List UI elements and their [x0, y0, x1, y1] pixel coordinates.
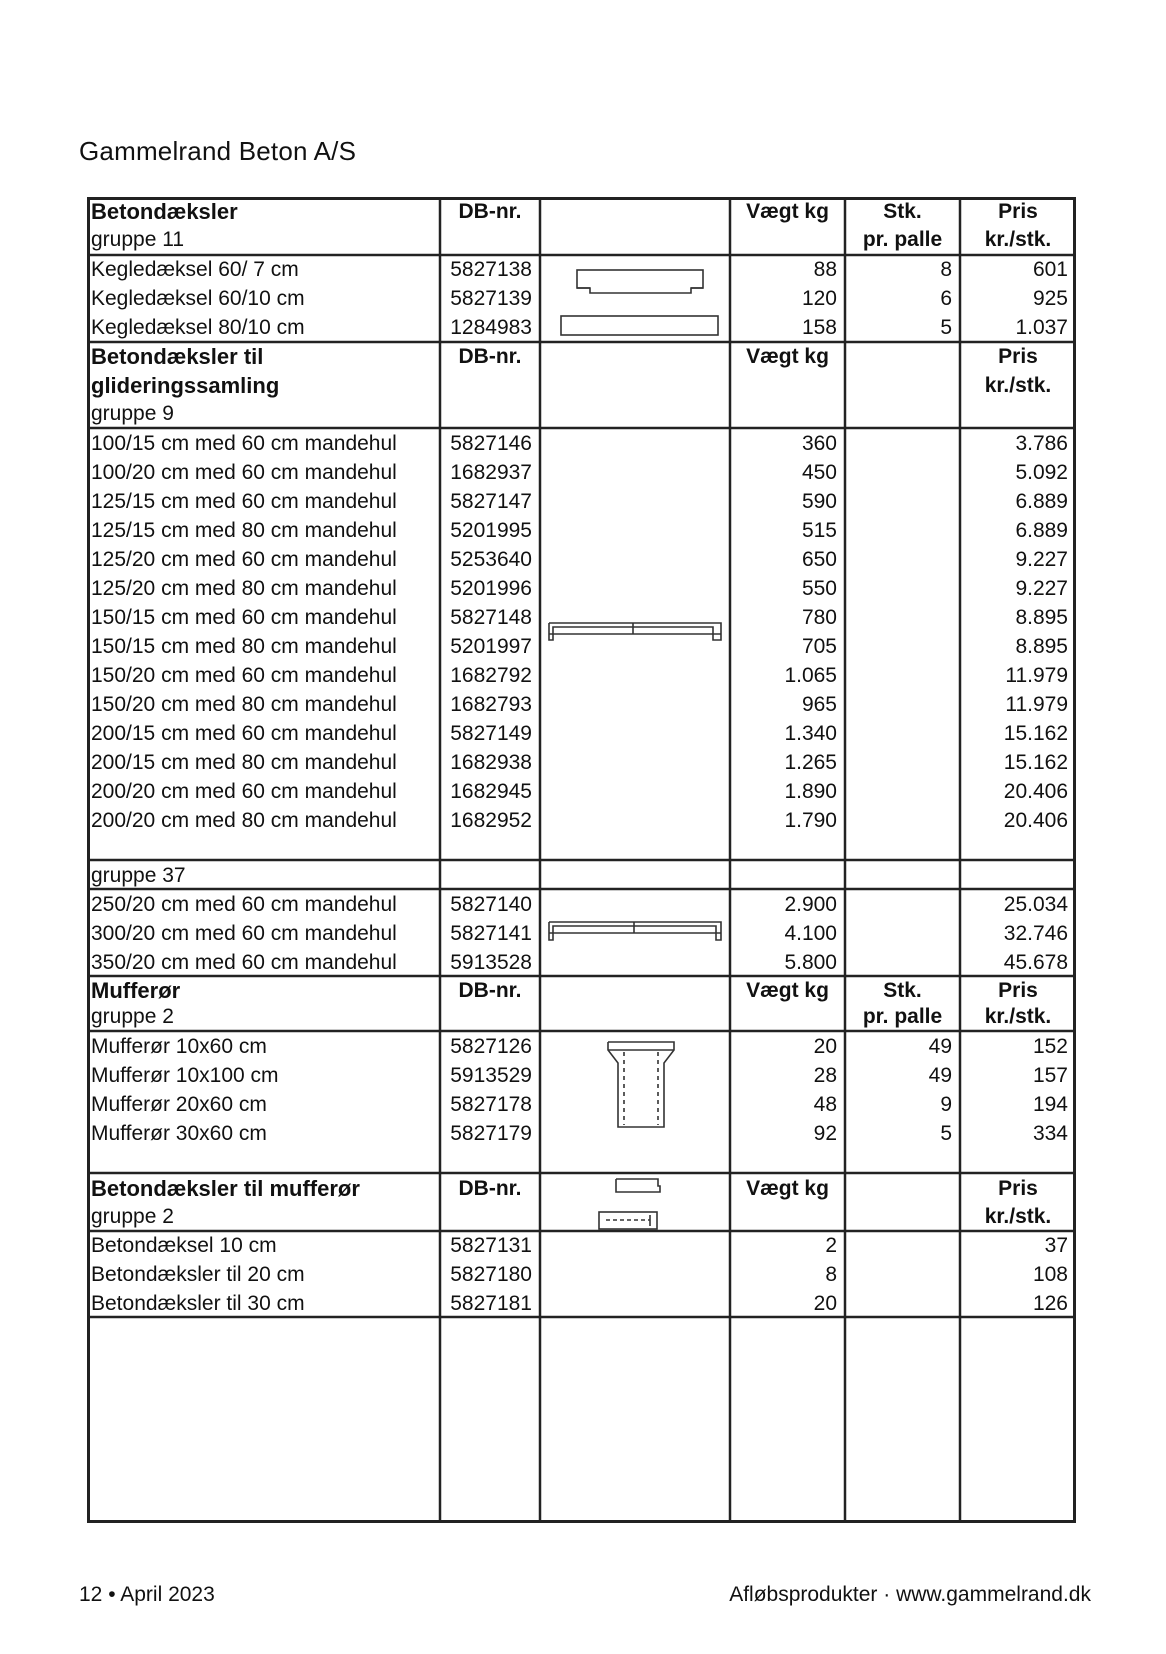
socket-pipe-drawing — [608, 1042, 674, 1127]
product-name: Kegledæksel 80/10 cm — [91, 316, 305, 339]
section-group: gruppe 9 — [91, 402, 174, 425]
header-vaegt: Vægt kg — [746, 1177, 829, 1200]
price: 15.162 — [1003, 722, 1068, 745]
cover-20-30-drawing — [599, 1212, 657, 1229]
price: 6.889 — [1015, 490, 1068, 513]
product-name: 125/15 cm med 80 cm mandehul — [91, 519, 397, 542]
product-name: 200/15 cm med 80 cm mandehul — [91, 751, 397, 774]
price: 5.092 — [1015, 461, 1068, 484]
footer-page-date: 12 • April 2023 — [79, 1583, 215, 1606]
db-number: 1682937 — [450, 461, 532, 484]
db-number: 5827180 — [450, 1263, 532, 1286]
product-name: Mufferør 20x60 cm — [91, 1093, 267, 1116]
db-number: 5913529 — [450, 1064, 532, 1087]
header-kr-stk: kr./stk. — [984, 1005, 1052, 1028]
large-slip-ring-cover-drawing — [549, 922, 721, 940]
db-number: 5827140 — [450, 893, 532, 916]
price: 20.406 — [1003, 809, 1068, 832]
weight: 1.265 — [784, 751, 837, 774]
weight: 20 — [813, 1035, 837, 1058]
header-db-nr: DB-nr. — [458, 1177, 522, 1200]
product-name: 125/20 cm med 60 cm mandehul — [91, 548, 397, 571]
header-pr-palle: pr. palle — [862, 228, 943, 251]
product-name: Mufferør 30x60 cm — [91, 1122, 267, 1145]
weight: 8 — [825, 1263, 837, 1286]
db-number: 5827141 — [450, 922, 532, 945]
db-number: 5827179 — [450, 1122, 532, 1145]
header-vaegt: Vægt kg — [746, 979, 829, 1002]
product-name: Kegledæksel 60/ 7 cm — [91, 258, 299, 281]
header-kr-stk: kr./stk. — [984, 1205, 1052, 1228]
page-title: Gammelrand Beton A/S — [79, 136, 357, 166]
weight: 1.065 — [784, 664, 837, 687]
db-number: 5827181 — [450, 1292, 532, 1315]
weight: 20 — [813, 1292, 837, 1315]
weight: 650 — [801, 548, 837, 571]
pieces-per-pallet: 8 — [940, 258, 952, 281]
weight: 965 — [801, 693, 837, 716]
section-title-glidering-1: Betondæksler til — [91, 344, 264, 369]
section-group: gruppe 11 — [91, 228, 185, 251]
small-cover-drawing — [616, 1179, 660, 1192]
price: 11.979 — [1005, 693, 1068, 716]
price: 108 — [1032, 1263, 1068, 1286]
db-number: 5827178 — [450, 1093, 532, 1116]
pieces-per-pallet: 6 — [940, 287, 952, 310]
product-name: 100/20 cm med 60 cm mandehul — [91, 461, 397, 484]
header-db-nr: DB-nr. — [458, 345, 522, 368]
price: 8.895 — [1015, 606, 1068, 629]
weight: 5.800 — [784, 951, 837, 974]
price: 9.227 — [1015, 548, 1068, 571]
weight: 2.900 — [784, 893, 837, 916]
pieces-per-pallet: 49 — [928, 1064, 952, 1087]
db-number: 5827139 — [450, 287, 532, 310]
weight: 4.100 — [784, 922, 837, 945]
header-kr-stk: kr./stk. — [984, 374, 1052, 397]
product-name: 125/15 cm med 60 cm mandehul — [91, 490, 397, 513]
product-name: 350/20 cm med 60 cm mandehul — [91, 951, 397, 974]
cover-80-drawing — [561, 316, 718, 335]
product-name: Betondæksel 10 cm — [91, 1234, 277, 1257]
product-name: 150/20 cm med 60 cm mandehul — [91, 664, 397, 687]
db-number: 5201996 — [450, 577, 532, 600]
weight: 360 — [801, 432, 837, 455]
db-number: 5201997 — [450, 635, 532, 658]
db-number: 5253640 — [450, 548, 532, 571]
pieces-per-pallet: 5 — [940, 316, 952, 339]
header-db-nr: DB-nr. — [458, 200, 522, 223]
product-name: 100/15 cm med 60 cm mandehul — [91, 432, 397, 455]
product-name: Betondæksler til 30 cm — [91, 1292, 305, 1315]
pieces-per-pallet: 5 — [940, 1122, 952, 1145]
product-name: 200/20 cm med 80 cm mandehul — [91, 809, 397, 832]
cone-cover-drawing — [577, 270, 703, 293]
db-number: 1682938 — [450, 751, 532, 774]
db-number: 5827138 — [450, 258, 532, 281]
product-name: 125/20 cm med 80 cm mandehul — [91, 577, 397, 600]
db-number: 1682792 — [450, 664, 532, 687]
weight: 120 — [801, 287, 837, 310]
db-number: 5827149 — [450, 722, 532, 745]
price: 45.678 — [1003, 951, 1068, 974]
weight: 590 — [801, 490, 837, 513]
section-title-mufferor: Mufferør — [91, 978, 181, 1003]
header-pris: Pris — [998, 1177, 1038, 1200]
price: 15.162 — [1003, 751, 1068, 774]
weight: 780 — [801, 606, 837, 629]
price: 334 — [1032, 1122, 1068, 1145]
price: 9.227 — [1015, 577, 1068, 600]
db-number: 5827147 — [450, 490, 532, 513]
weight: 158 — [801, 316, 837, 339]
price: 925 — [1032, 287, 1068, 310]
header-vaegt: Vægt kg — [746, 200, 829, 223]
weight: 550 — [801, 577, 837, 600]
section-title-betondaeksler: Betondæksler — [91, 199, 238, 224]
header-vaegt: Vægt kg — [746, 345, 829, 368]
slip-ring-cover-drawing — [549, 623, 721, 640]
header-pris: Pris — [998, 345, 1038, 368]
price: 11.979 — [1005, 664, 1068, 687]
product-name: 200/20 cm med 60 cm mandehul — [91, 780, 397, 803]
header-stk: Stk. — [883, 979, 922, 1002]
section-group: gruppe 2 — [91, 1005, 174, 1028]
weight: 92 — [813, 1122, 837, 1145]
section-group: gruppe 2 — [91, 1205, 174, 1228]
weight: 28 — [813, 1064, 837, 1087]
db-number: 1682793 — [450, 693, 532, 716]
db-number: 1284983 — [450, 316, 532, 339]
price: 25.034 — [1003, 893, 1068, 916]
db-number: 5913528 — [450, 951, 532, 974]
price: 157 — [1032, 1064, 1068, 1087]
product-name: 200/15 cm med 60 cm mandehul — [91, 722, 397, 745]
section-group: gruppe 37 — [91, 864, 186, 887]
price: 126 — [1032, 1292, 1068, 1315]
product-name: Mufferør 10x100 cm — [91, 1064, 279, 1087]
price: 6.889 — [1015, 519, 1068, 542]
section-title-daeksler-mufferor: Betondæksler til mufferør — [91, 1176, 360, 1201]
product-name: Betondæksler til 20 cm — [91, 1263, 305, 1286]
price: 152 — [1032, 1035, 1068, 1058]
header-stk: Stk. — [883, 200, 922, 223]
product-name: 150/15 cm med 80 cm mandehul — [91, 635, 397, 658]
weight: 705 — [801, 635, 837, 658]
db-number: 1682952 — [450, 809, 532, 832]
db-number: 5827131 — [450, 1234, 532, 1257]
db-number: 5201995 — [450, 519, 532, 542]
weight: 1.890 — [784, 780, 837, 803]
db-number: 5827146 — [450, 432, 532, 455]
weight: 1.340 — [784, 722, 837, 745]
product-name: 150/15 cm med 60 cm mandehul — [91, 606, 397, 629]
weight: 450 — [801, 461, 837, 484]
db-number: 1682945 — [450, 780, 532, 803]
price: 194 — [1032, 1093, 1068, 1116]
price: 8.895 — [1015, 635, 1068, 658]
product-name: 250/20 cm med 60 cm mandehul — [91, 893, 397, 916]
price: 20.406 — [1003, 780, 1068, 803]
product-name: Mufferør 10x60 cm — [91, 1035, 267, 1058]
header-pris: Pris — [998, 979, 1038, 1002]
header-db-nr: DB-nr. — [458, 979, 522, 1002]
section-title-glidering-2: glideringssamling — [91, 373, 280, 398]
header-kr-stk: kr./stk. — [984, 228, 1052, 251]
pieces-per-pallet: 9 — [940, 1093, 952, 1116]
header-pr-palle: pr. palle — [862, 1005, 943, 1028]
price: 1.037 — [1015, 316, 1068, 339]
price: 3.786 — [1015, 432, 1068, 455]
header-pris: Pris — [998, 200, 1038, 223]
product-name: 300/20 cm med 60 cm mandehul — [91, 922, 397, 945]
footer-site: Afløbsprodukter · www.gammelrand.dk — [729, 1583, 1091, 1606]
pieces-per-pallet: 49 — [928, 1035, 952, 1058]
price: 37 — [1044, 1234, 1068, 1257]
price: 32.746 — [1003, 922, 1068, 945]
weight: 88 — [813, 258, 837, 281]
price: 601 — [1032, 258, 1068, 281]
price-table — [87, 197, 1076, 1523]
weight: 48 — [813, 1093, 837, 1116]
weight: 2 — [825, 1234, 837, 1257]
product-name: 150/20 cm med 80 cm mandehul — [91, 693, 397, 716]
weight: 515 — [801, 519, 837, 542]
db-number: 5827126 — [450, 1035, 532, 1058]
db-number: 5827148 — [450, 606, 532, 629]
product-name: Kegledæksel 60/10 cm — [91, 287, 305, 310]
weight: 1.790 — [784, 809, 837, 832]
